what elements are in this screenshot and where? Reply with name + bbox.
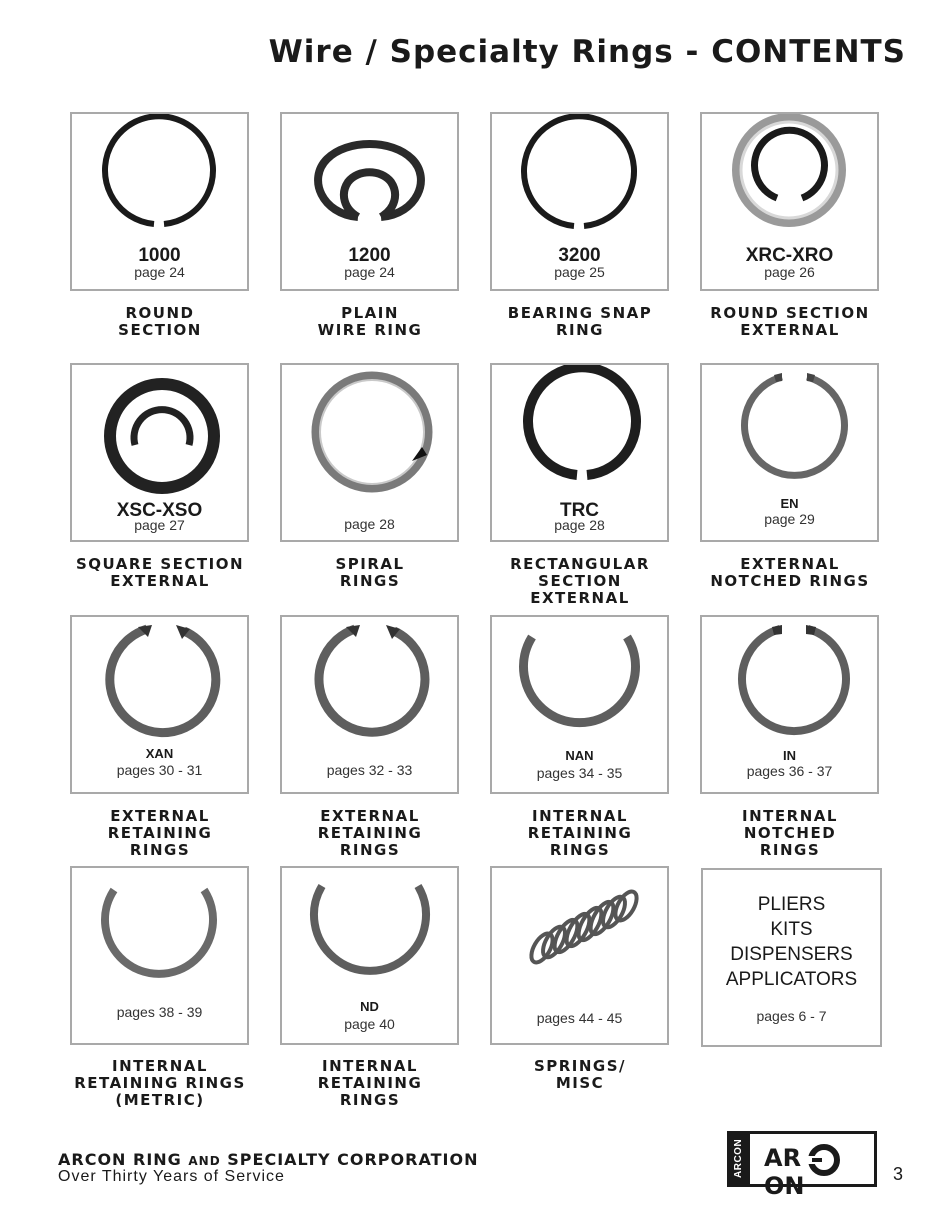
page-reference: page 28 xyxy=(554,517,605,533)
product-code: ND xyxy=(360,999,379,1014)
product-tile-nd[interactable] xyxy=(280,866,459,1045)
product-tile-trc[interactable] xyxy=(490,363,669,542)
product-code: 1200 xyxy=(348,245,391,266)
page-number: 3 xyxy=(893,1164,904,1184)
product-caption: ROUND SECTION xyxy=(118,304,202,339)
product-tile-xan[interactable] xyxy=(70,615,249,794)
product-tile-en[interactable] xyxy=(700,363,879,542)
product-caption: INTERNAL RETAINING RINGS xyxy=(317,1057,423,1109)
product-tile-external-retaining[interactable] xyxy=(280,615,459,794)
page-reference: page 24 xyxy=(134,264,185,280)
page-reference: pages 32 - 33 xyxy=(326,762,413,778)
arcon-logo xyxy=(727,1131,877,1200)
product-caption: EXTERNAL NOTCHED RINGS xyxy=(710,555,870,590)
page-reference: page 26 xyxy=(764,264,815,280)
product-caption: EXTERNAL RETAINING RINGS xyxy=(317,807,423,859)
product-code: 1000 xyxy=(138,245,181,266)
product-tile-spiral[interactable] xyxy=(280,363,459,542)
page-reference: pages 38 - 39 xyxy=(116,1004,203,1020)
product-caption: RECTANGULAR SECTION EXTERNAL xyxy=(510,555,650,607)
company-tagline: Over Thirty Years of Service xyxy=(58,1168,285,1185)
page-reference: pages 36 - 37 xyxy=(746,763,833,779)
page-reference: page 40 xyxy=(344,1016,395,1032)
page-reference: page 29 xyxy=(764,511,815,527)
page-reference: page 27 xyxy=(134,517,185,533)
product-code: NAN xyxy=(565,748,594,763)
product-code: XSC-XSO xyxy=(116,500,203,521)
page-reference: pages 34 - 35 xyxy=(536,765,623,781)
product-tile-nan[interactable] xyxy=(490,615,669,794)
logo-side-band: ARCON xyxy=(730,1134,750,1184)
product-tile-3200[interactable] xyxy=(490,112,669,291)
product-caption: INTERNAL RETAINING RINGS (METRIC) xyxy=(74,1057,246,1109)
product-code: XAN xyxy=(145,746,174,761)
product-caption: BEARING SNAP RING xyxy=(507,304,653,339)
product-tile-in[interactable] xyxy=(700,615,879,794)
page-reference: pages 6 - 7 xyxy=(756,1008,827,1024)
page-reference: page 24 xyxy=(344,264,395,280)
product-code: EN xyxy=(780,496,799,511)
product-caption: ROUND SECTION EXTERNAL xyxy=(710,304,870,339)
page-reference: page 28 xyxy=(344,516,395,532)
arcon-c-logo-icon xyxy=(808,1144,840,1176)
product-caption: INTERNAL RETAINING RINGS xyxy=(527,807,633,859)
product-code: TRC xyxy=(559,500,600,521)
product-caption: SPRINGS/ MISC xyxy=(533,1057,627,1092)
product-tile-xrc-xro[interactable] xyxy=(700,112,879,291)
logo-wordmark: ARON xyxy=(764,1144,805,1200)
spiral-ring-icon xyxy=(282,365,457,540)
product-tile-1000[interactable] xyxy=(70,112,249,291)
product-tile-accessories[interactable] xyxy=(701,868,882,1047)
page-reference: pages 44 - 45 xyxy=(536,1010,623,1026)
page-title: Wire / Specialty Rings - CONTENTS xyxy=(268,34,906,70)
page-reference: page 25 xyxy=(554,264,605,280)
product-code: XRC-XRO xyxy=(745,245,834,266)
product-tile-internal-retaining-metric[interactable] xyxy=(70,866,249,1045)
product-code: 3200 xyxy=(558,245,601,266)
company-name: ARCON RING AND SPECIALTY CORPORATION xyxy=(58,1150,479,1169)
product-tile-springs[interactable] xyxy=(490,866,669,1045)
product-caption: EXTERNAL RETAINING RINGS xyxy=(107,807,213,859)
product-code: IN xyxy=(783,748,796,763)
product-caption: SPIRAL RINGS xyxy=(335,555,405,590)
product-caption: PLAIN WIRE RING xyxy=(317,304,423,339)
accessory-list: PLIERS KITS DISPENSERS APPLICATORS xyxy=(725,894,858,990)
product-caption: INTERNAL NOTCHED RINGS xyxy=(742,807,838,859)
product-tile-xsc-xso[interactable] xyxy=(70,363,249,542)
page-reference: pages 30 - 31 xyxy=(116,762,203,778)
product-caption: SQUARE SECTION EXTERNAL xyxy=(75,555,245,590)
product-tile-1200[interactable] xyxy=(280,112,459,291)
